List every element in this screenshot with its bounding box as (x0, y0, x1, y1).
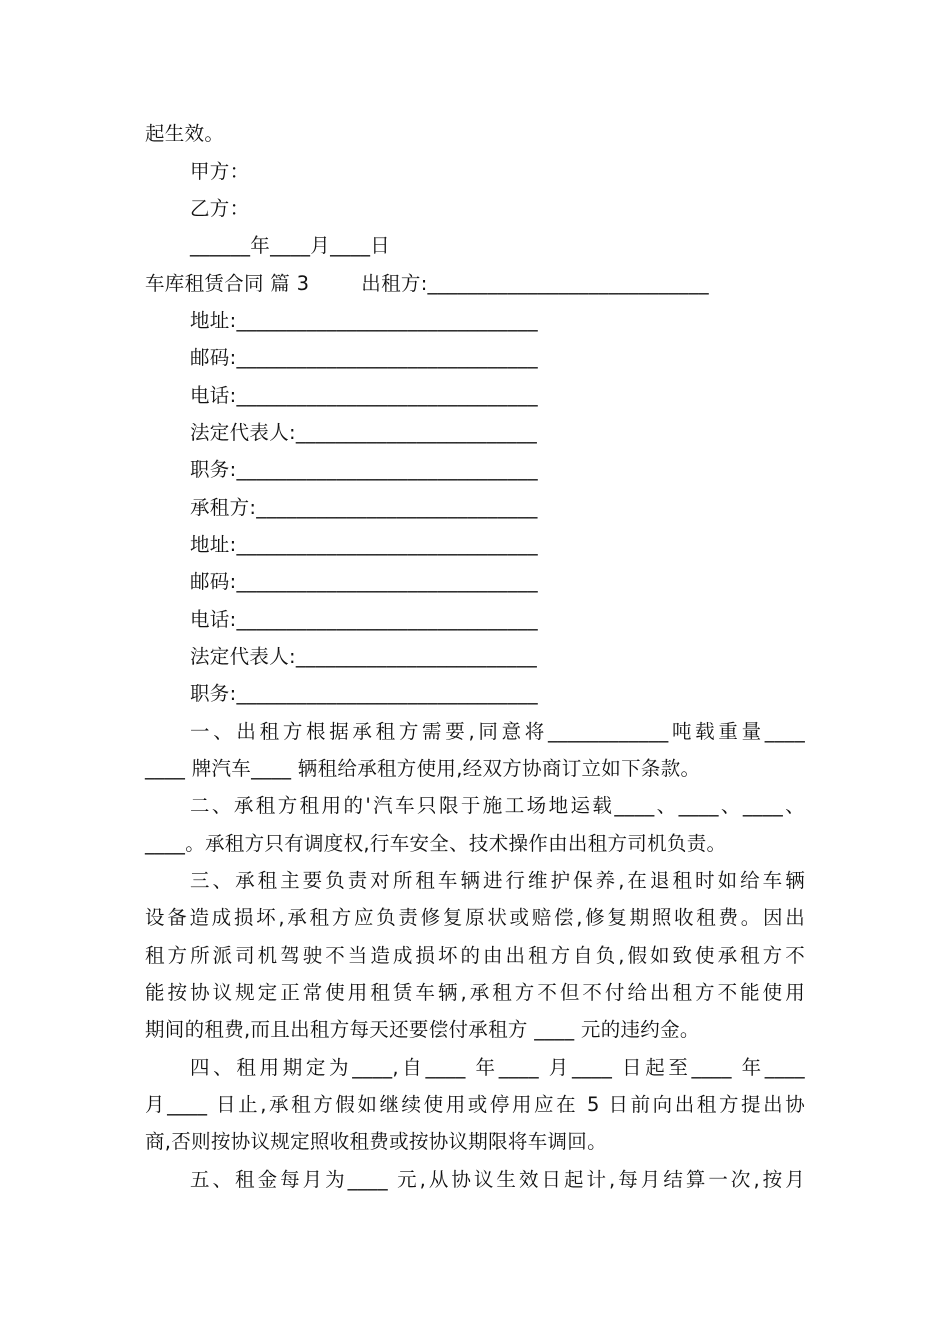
clause-3-line: 租方所派司机驾驶不当造成损坏的由出租方自负,假如致使承租方不 (145, 944, 805, 967)
party-b-label: 乙方： (190, 197, 250, 220)
lessee-representative: 法定代表人:________________________ (190, 645, 538, 668)
clause-2-line: 二、承租方租用的'汽车只限于施工场地运载____、____、____、 (190, 794, 805, 817)
clause-4-line: 商,否则按协议规定照收租费或按协议期限将车调回。 (145, 1130, 607, 1153)
lessor-address: 地址:______________________________ (190, 309, 538, 332)
lessee-position: 职务:______________________________ (190, 682, 538, 705)
lessor-representative: 法定代表人:________________________ (190, 421, 538, 444)
lessee-label: 承租方:____________________________ (190, 496, 538, 519)
date-line: ______年____月____日 (190, 234, 391, 257)
party-a-label: 甲方： (190, 160, 250, 183)
clause-1-line: 一、出租方根据承租方需要,同意将____________吨载重量____ (190, 720, 805, 743)
clause-4-line: 四、租用期定为____,自____ 年____ 月____ 日起至____ 年____ (190, 1056, 805, 1079)
lessor-position: 职务:______________________________ (190, 458, 538, 481)
clause-5-line: 五、租金每月为____ 元,从协议生效日起计,每月结算一次,按月 (190, 1168, 805, 1191)
clause-1-line: ____ 牌汽车____ 辆租给承租方使用,经双方协商订立如下条款。 (145, 757, 701, 780)
clause-3-line: 期间的租费,而且出租方每天还要偿付承租方 ____ 元的违约金。 (145, 1018, 700, 1041)
clause-4-line: 月____ 日止,承租方假如继续使用或停用应在 5 日前向出租方提出协 (145, 1093, 805, 1116)
lessee-postcode: 邮码:______________________________ (190, 570, 538, 593)
section-title-line: 车库租赁合同 篇 3 出租方:____________________________ (145, 272, 709, 295)
clause-2-line: ____。承租方只有调度权,行车安全、技术操作由出租方司机负责。 (145, 832, 727, 855)
clause-3-line: 三、承租主要负责对所租车辆进行维护保养,在退租时如给车辆 (190, 869, 805, 892)
lessee-address: 地址:______________________________ (190, 533, 538, 556)
lessor-phone: 电话:______________________________ (190, 384, 538, 407)
clause-3-line: 能按协议规定正常使用租赁车辆,承租方不但不付给出租方不能使用 (145, 981, 805, 1004)
text-line: 起生效。 (145, 122, 225, 145)
clause-3-line: 设备造成损坏,承租方应负责修复原状或赔偿,修复期照收租费。因出 (145, 906, 805, 929)
lessor-postcode: 邮码:______________________________ (190, 346, 538, 369)
lessee-phone: 电话:______________________________ (190, 608, 538, 631)
